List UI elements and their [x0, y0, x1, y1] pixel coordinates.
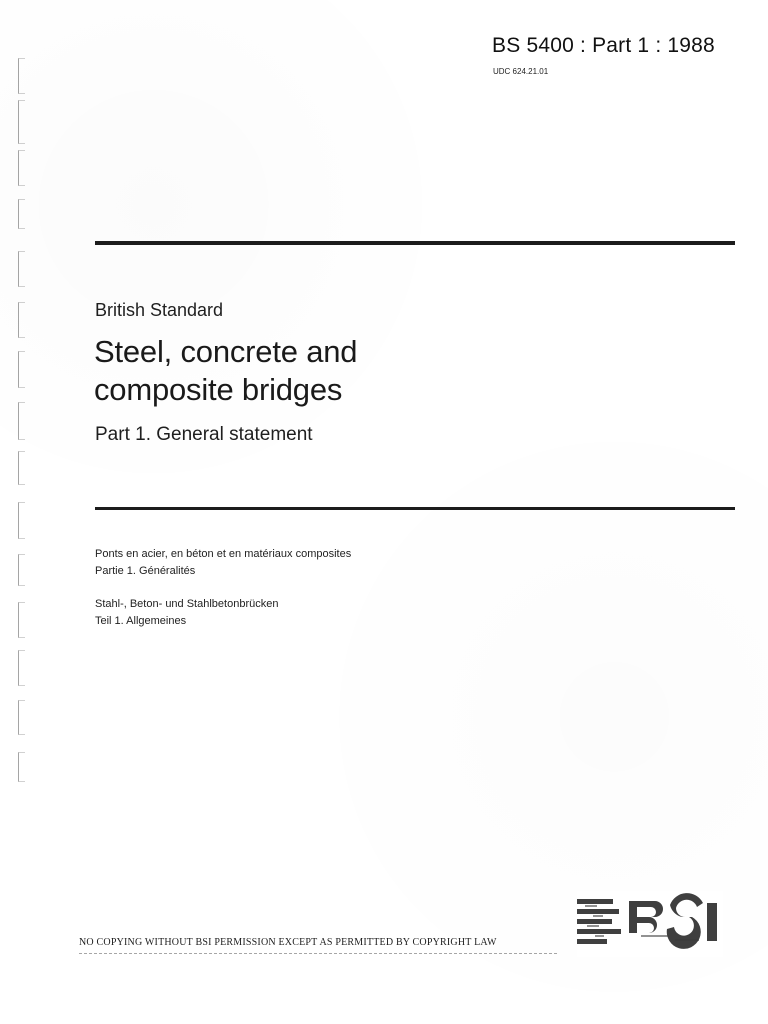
- bsi-logo: [577, 891, 723, 957]
- copyright-underline: [79, 953, 557, 955]
- german-line-2: Teil 1. Allgemeines: [95, 615, 187, 627]
- standard-label: British Standard: [95, 300, 224, 320]
- part-title: Part 1. General statement: [95, 424, 313, 445]
- german-line-1: Stahl-, Beton- und Stahlbetonbrücken: [95, 598, 279, 610]
- document-number: BS 5400 : Part 1 : 1988: [492, 34, 715, 57]
- bottom-divider: [95, 507, 735, 510]
- title-line-1: Steel, concrete and: [94, 334, 358, 369]
- german-translation: [95, 596, 278, 630]
- title-line-2: composite bridges: [94, 372, 343, 407]
- copyright-notice: NO COPYING WITHOUT BSI PERMISSION EXCEPT AS PERMITTED BY COPYRIGHT LAW: [79, 937, 497, 948]
- french-translation: [95, 546, 351, 580]
- french-line-1: Ponts en acier, en béton et en matériaux composites: [95, 548, 352, 560]
- document-title: [94, 333, 654, 409]
- top-divider: [95, 241, 735, 245]
- udc-code: UDC 624.21.01: [493, 67, 549, 76]
- french-line-2: Partie 1. Généralités: [95, 565, 196, 577]
